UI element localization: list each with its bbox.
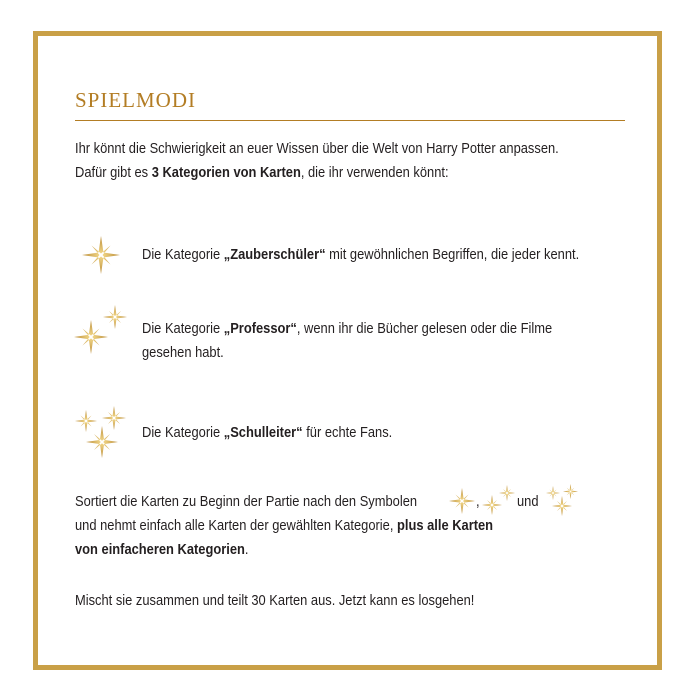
sort-emphasis: von einfacheren Kategorien (75, 541, 245, 558)
sort-emphasis: plus alle Karten (397, 517, 494, 534)
category-professor-line-2 (142, 341, 224, 365)
section-title: SPIELMODI (75, 88, 197, 112)
intro-line-1 (75, 137, 559, 161)
category-text: Die Kategorie (142, 246, 224, 263)
sort-and (517, 490, 539, 514)
category-text: gesehen habt. (142, 344, 224, 361)
intro-line-2 (75, 161, 449, 185)
two-stars-icon (74, 304, 130, 361)
inline-three-stars-icon (545, 483, 579, 522)
sort-text: Sortiert die Karten zu Beginn der Partie nach den Symbolen (75, 493, 418, 510)
sort-line-3 (75, 538, 248, 562)
sort-line-1 (75, 490, 417, 514)
intro-text: Ihr könnt die Schwierigkeit an euer Wissen über die Welt von Harry Potter anpassen. (75, 140, 559, 157)
sort-text: . (244, 541, 249, 558)
intro-emphasis: 3 Kategorien von Karten (151, 164, 301, 181)
category-text: mit gewöhnlichen Begriffen, die jeder kennt. (325, 246, 580, 263)
category-name: „Professor“ (223, 320, 297, 337)
category-text: Die Kategorie (142, 320, 224, 337)
category-zauberschueler (142, 243, 579, 267)
sort-comma (476, 490, 480, 514)
title-divider (75, 120, 625, 121)
category-schulleiter (142, 421, 392, 445)
sort-line-2 (75, 514, 493, 538)
category-text: für echte Fans. (302, 424, 393, 441)
one-star-icon (82, 236, 120, 279)
closing-text: Mischt sie zusammen und teilt 30 Karten aus. Jetzt kann es losgehen! (75, 592, 475, 609)
sort-text: und nehmt einfach alle Karten der gewählten Kategorie, (75, 517, 398, 534)
category-text: , wenn ihr die Bücher gelesen oder die Filme (296, 320, 553, 337)
category-name: „Schulleiter“ (223, 424, 303, 441)
sort-text: und (517, 493, 539, 510)
intro-text: Dafür gibt es (75, 164, 152, 181)
intro-text: , die ihr verwenden könnt: (300, 164, 449, 181)
sort-text: , (476, 493, 480, 510)
category-professor (142, 317, 552, 341)
category-text: Die Kategorie (142, 424, 224, 441)
three-stars-icon (74, 404, 128, 465)
closing-line (75, 589, 474, 613)
category-name: „Zauberschüler“ (223, 246, 326, 263)
